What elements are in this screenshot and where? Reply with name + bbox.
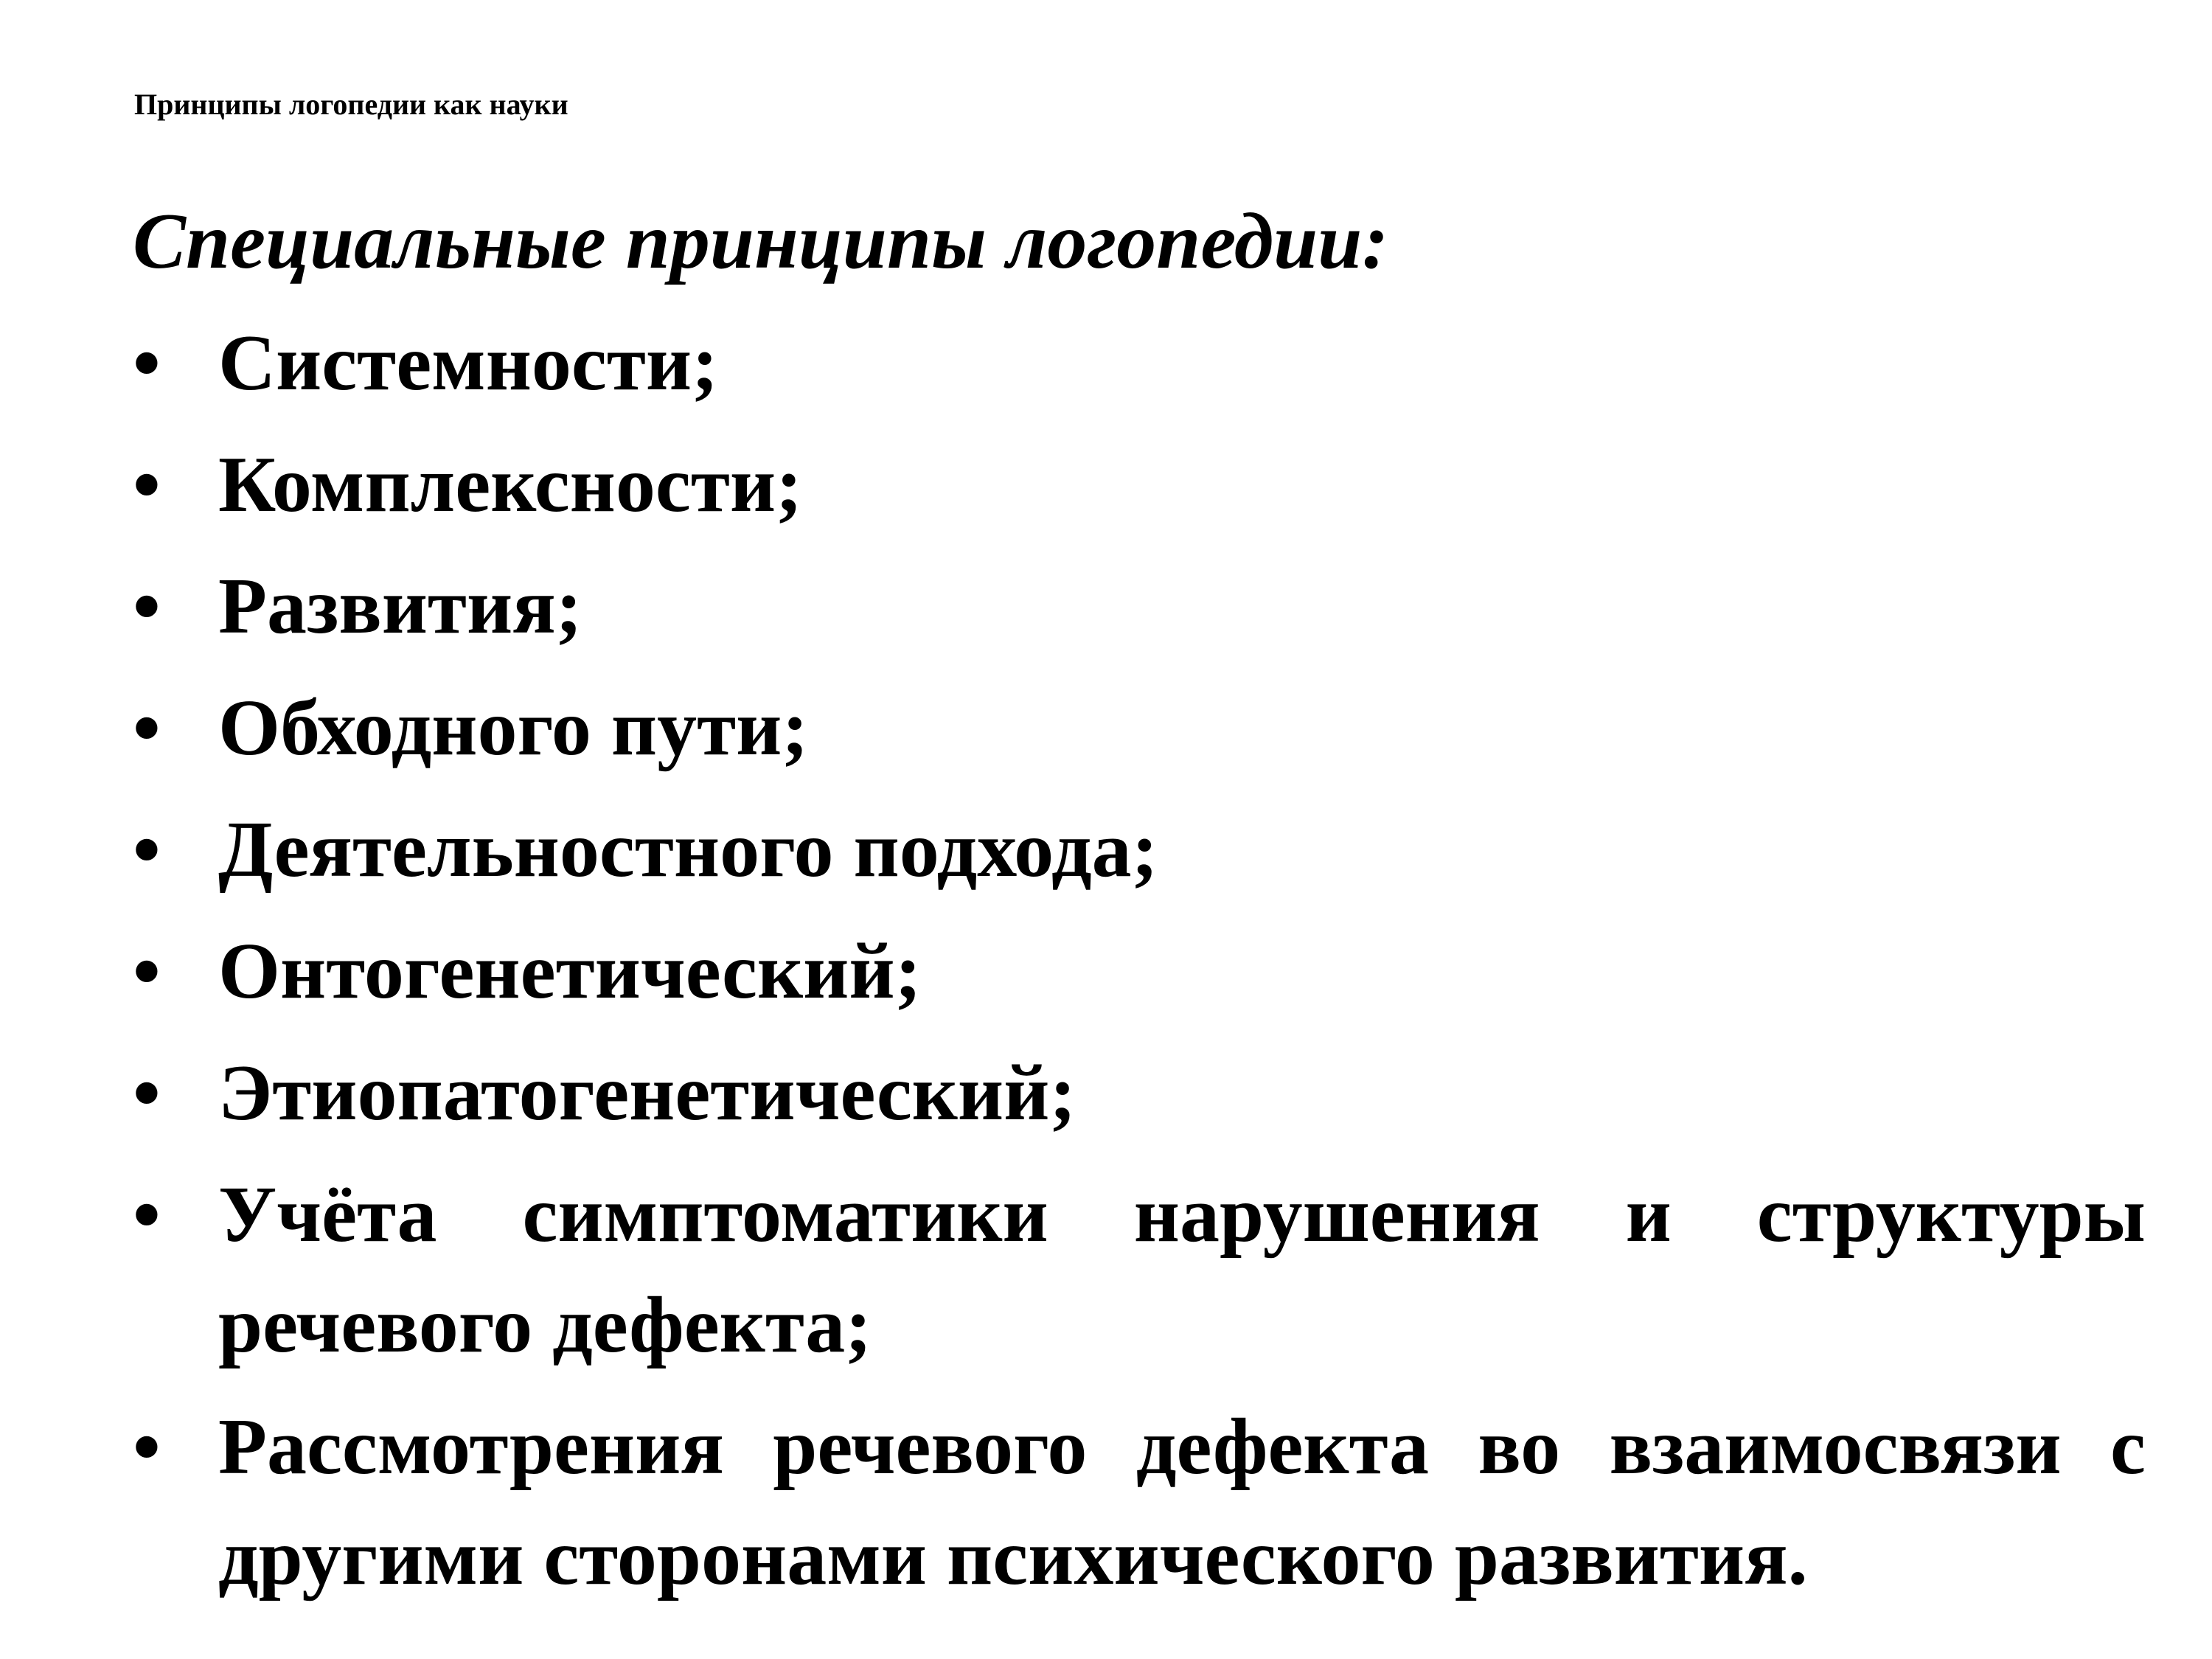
list-item bbox=[133, 1392, 2146, 1613]
bullet-icon: • bbox=[133, 1403, 161, 1491]
list-item-text: Этиопатогенетический; bbox=[218, 1049, 1077, 1137]
list-item-text: Комплексности; bbox=[218, 441, 803, 529]
list-item bbox=[133, 552, 2146, 662]
list-item-text: Обходного пути; bbox=[218, 684, 809, 772]
list-item bbox=[133, 308, 2146, 419]
list-item-text: Развития; bbox=[218, 563, 582, 650]
bullet-icon: • bbox=[133, 563, 161, 650]
principles-list bbox=[133, 308, 2146, 1624]
list-item bbox=[133, 1038, 2146, 1149]
list-item-text: Рассмотрения речевого дефекта во взаимосвязи с другими сторонами психического развития. bbox=[218, 1403, 2146, 1601]
bullet-icon: • bbox=[133, 928, 161, 1015]
list-item-text: Системности; bbox=[218, 319, 719, 407]
bullet-icon: • bbox=[133, 806, 161, 894]
bullet-icon: • bbox=[133, 1171, 161, 1259]
slide-heading: Специальные принципы логопедии: bbox=[133, 198, 1389, 285]
slide-small-title: Принципы логопедии как науки bbox=[134, 88, 568, 121]
bullet-icon: • bbox=[133, 684, 161, 772]
list-item-text: Онтогенетический; bbox=[218, 928, 922, 1015]
bullet-icon: • bbox=[133, 441, 161, 529]
list-item bbox=[133, 917, 2146, 1027]
list-item bbox=[133, 430, 2146, 540]
list-item-text: Учёта симптоматики нарушения и структуры речевого дефекта; bbox=[218, 1171, 2146, 1369]
list-item bbox=[133, 673, 2146, 784]
bullet-icon: • bbox=[133, 1049, 161, 1137]
list-item bbox=[133, 1160, 2146, 1381]
list-item bbox=[133, 795, 2146, 905]
bullet-icon: • bbox=[133, 319, 161, 407]
list-item-text: Деятельностного подхода; bbox=[218, 806, 1158, 894]
